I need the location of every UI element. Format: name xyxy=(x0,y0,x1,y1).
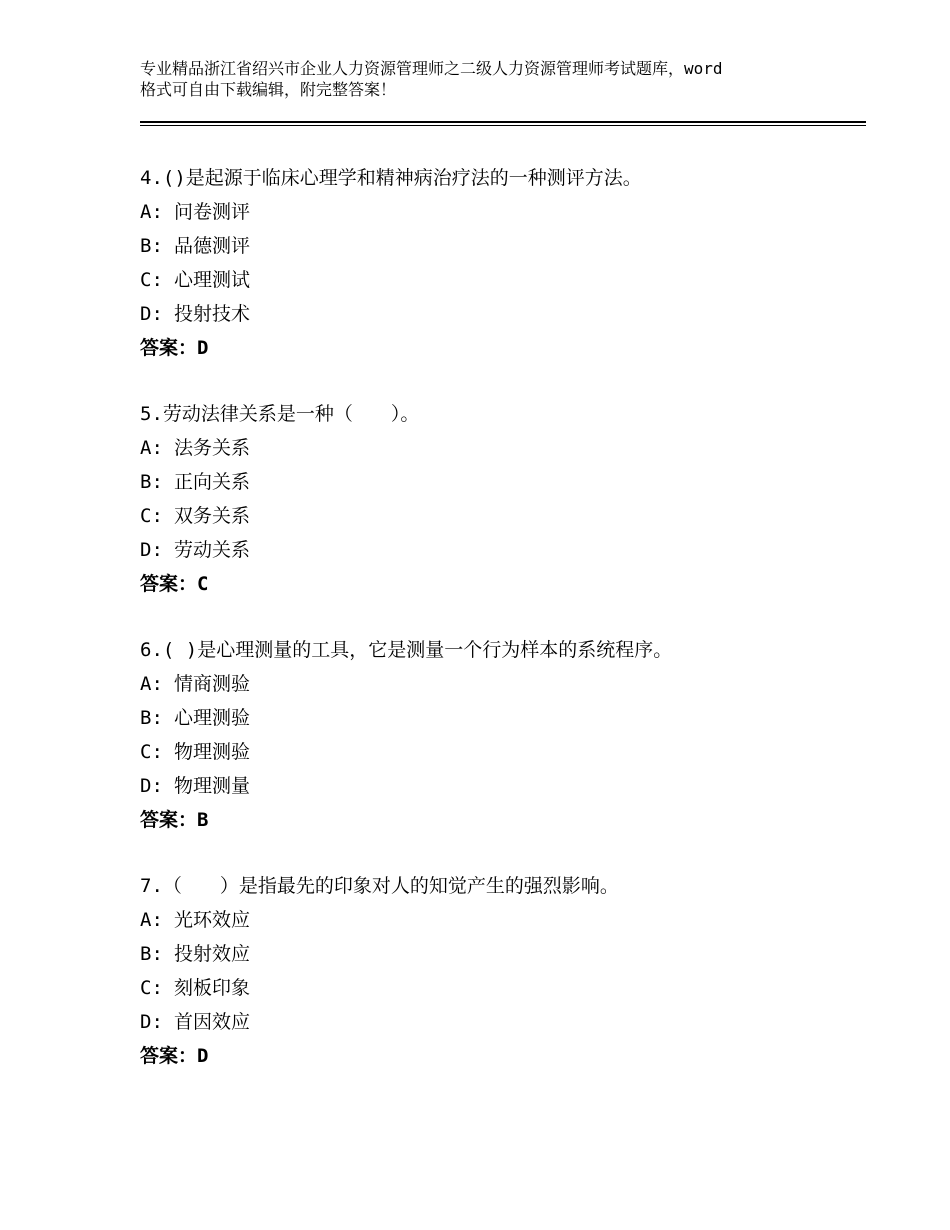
option-key: B: xyxy=(140,943,163,965)
option-text: 情商测验 xyxy=(174,673,251,695)
question-5 xyxy=(140,397,860,601)
option-text: 劳动关系 xyxy=(174,539,251,561)
option-text: 首因效应 xyxy=(174,1011,251,1033)
option-c xyxy=(140,971,860,1005)
header-title-line-1: 专业精品浙江省绍兴市企业人力资源管理师之二级人力资源管理师考试题库，word xyxy=(140,59,723,78)
option-c xyxy=(140,735,860,769)
answer-line: 答案：B xyxy=(140,809,209,831)
option-key: C: xyxy=(140,977,163,999)
option-text: 物理测量 xyxy=(174,775,251,797)
document-header xyxy=(140,58,840,100)
option-text: 品德测评 xyxy=(174,235,251,257)
option-key: A: xyxy=(140,673,163,695)
option-text: 心理测验 xyxy=(174,707,251,729)
option-key: C: xyxy=(140,505,163,527)
option-text: 物理测验 xyxy=(174,741,251,763)
option-text: 正向关系 xyxy=(174,471,251,493)
option-a xyxy=(140,431,860,465)
option-key: A: xyxy=(140,909,163,931)
option-b xyxy=(140,701,860,735)
option-text: 刻板印象 xyxy=(174,977,251,999)
option-b xyxy=(140,937,860,971)
option-key: D: xyxy=(140,1011,163,1033)
question-stem: 6.( )是心理测量的工具，它是测量一个行为样本的系统程序。 xyxy=(140,639,673,661)
option-key: A: xyxy=(140,201,163,223)
option-d xyxy=(140,297,860,331)
question-stem: 4.()是起源于临床心理学和精神病治疗法的一种测评方法。 xyxy=(140,167,642,189)
option-text: 投射技术 xyxy=(174,303,251,325)
option-text: 心理测试 xyxy=(174,269,251,291)
option-a xyxy=(140,667,860,701)
option-c xyxy=(140,499,860,533)
option-text: 法务关系 xyxy=(174,437,251,459)
question-6 xyxy=(140,633,860,837)
option-text: 问卷测评 xyxy=(174,201,251,223)
header-divider xyxy=(140,121,866,126)
header-title-line-2: 格式可自由下载编辑，附完整答案！ xyxy=(140,80,397,99)
option-b xyxy=(140,465,860,499)
option-a xyxy=(140,903,860,937)
option-key: D: xyxy=(140,775,163,797)
option-text: 光环效应 xyxy=(174,909,251,931)
option-key: A: xyxy=(140,437,163,459)
option-text: 投射效应 xyxy=(174,943,251,965)
question-stem: 7.（ ）是指最先的印象对人的知觉产生的强烈影响。 xyxy=(140,875,619,897)
question-list xyxy=(140,161,860,1105)
option-key: C: xyxy=(140,269,163,291)
option-d xyxy=(140,533,860,567)
option-key: B: xyxy=(140,471,163,493)
answer-line: 答案：C xyxy=(140,573,209,595)
option-key: D: xyxy=(140,303,163,325)
option-d xyxy=(140,1005,860,1039)
question-7 xyxy=(140,869,860,1073)
option-text: 双务关系 xyxy=(174,505,251,527)
question-4 xyxy=(140,161,860,365)
option-key: B: xyxy=(140,235,163,257)
answer-line: 答案：D xyxy=(140,1045,209,1067)
answer-line: 答案：D xyxy=(140,337,209,359)
option-d xyxy=(140,769,860,803)
option-b xyxy=(140,229,860,263)
option-key: B: xyxy=(140,707,163,729)
question-stem: 5.劳动法律关系是一种（ ）。 xyxy=(140,403,420,425)
option-c xyxy=(140,263,860,297)
option-key: D: xyxy=(140,539,163,561)
option-key: C: xyxy=(140,741,163,763)
option-a xyxy=(140,195,860,229)
